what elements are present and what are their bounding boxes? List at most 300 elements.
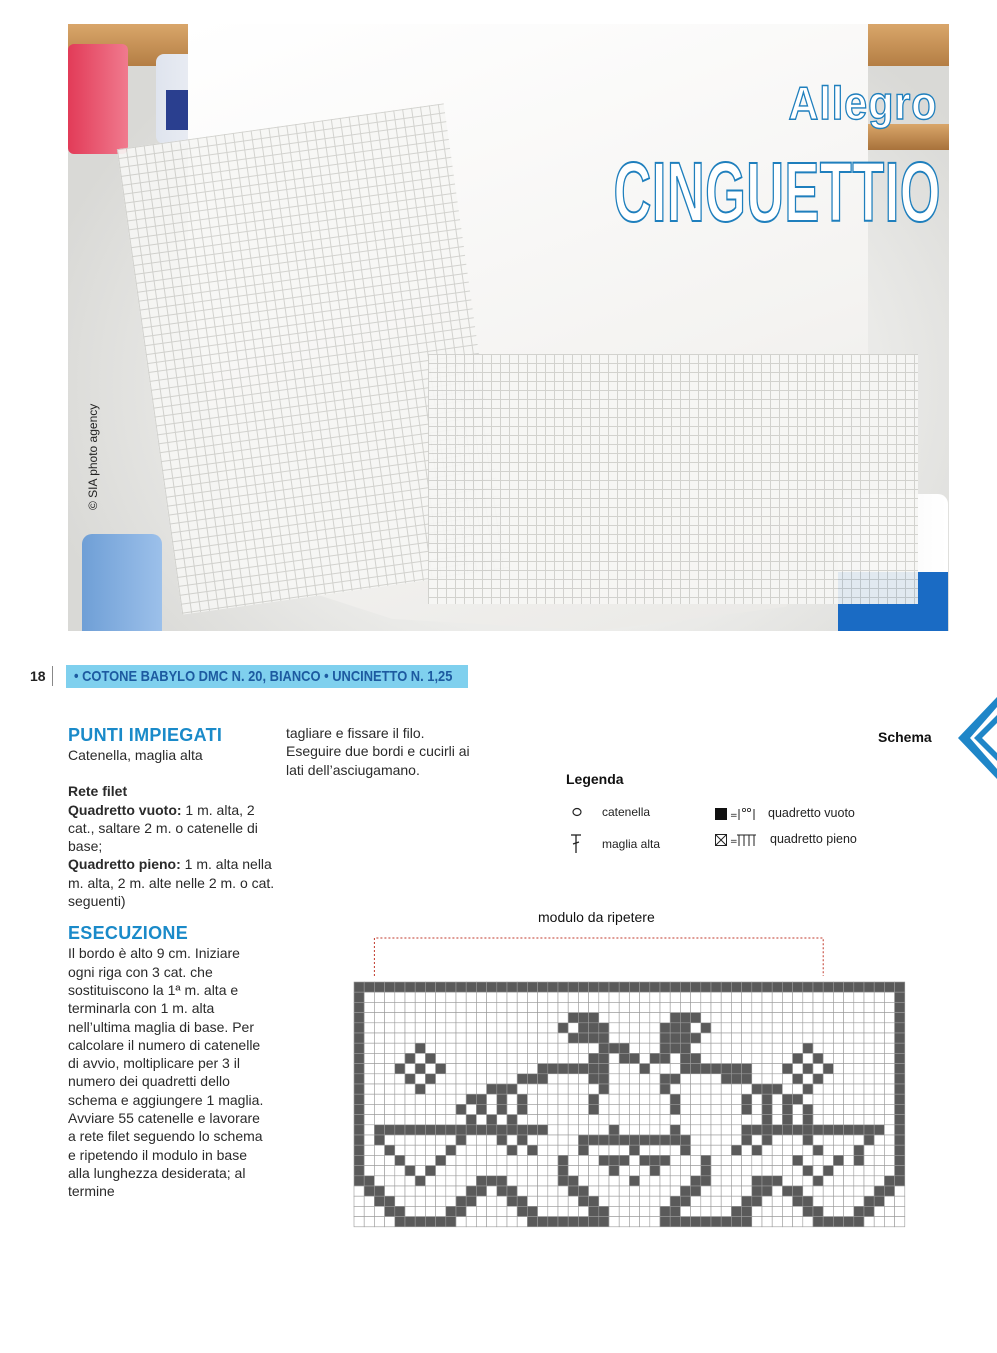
filled-cell [395,1155,405,1165]
empty-cell [833,1104,843,1114]
empty-cell [405,1115,415,1125]
filled-cell [538,1217,548,1227]
empty-cell [813,1115,823,1125]
empty-cell [854,1104,864,1114]
empty-cell [629,1033,639,1043]
filled-cell [691,1013,701,1023]
empty-cell [772,1043,782,1053]
empty-cell [823,1033,833,1043]
empty-cell [844,1013,854,1023]
empty-cell [578,1176,588,1186]
empty-cell [731,1125,741,1135]
empty-cell [884,1115,894,1125]
empty-cell [527,1064,537,1074]
empty-cell [701,1013,711,1023]
empty-cell [691,1206,701,1216]
empty-cell [436,1115,446,1125]
empty-cell [497,1155,507,1165]
filled-cell [803,1166,813,1176]
empty-cell [578,1074,588,1084]
empty-cell [854,1043,864,1053]
empty-cell [456,1094,466,1104]
empty-cell [507,1074,517,1084]
empty-cell [742,1186,752,1196]
empty-cell [609,1115,619,1125]
filled-cell [425,1074,435,1084]
empty-cell [721,1196,731,1206]
empty-cell [476,1217,486,1227]
empty-cell [762,1196,772,1206]
empty-cell [793,1104,803,1114]
empty-cell [476,1206,486,1216]
empty-cell [762,1043,772,1053]
filled-cell [589,1064,599,1074]
empty-cell [701,1043,711,1053]
empty-cell [874,1145,884,1155]
empty-cell [568,1043,578,1053]
empty-cell [762,1023,772,1033]
empty-cell [385,1217,395,1227]
filled-cell [650,1166,660,1176]
empty-cell [548,1084,558,1094]
empty-cell [548,1094,558,1104]
empty-cell [895,1186,905,1196]
filled-cell [731,1217,741,1227]
empty-cell [874,1135,884,1145]
filled-cell [701,1217,711,1227]
empty-cell [864,1043,874,1053]
filled-cell [609,1166,619,1176]
empty-cell [487,1074,497,1084]
empty-cell [548,1155,558,1165]
empty-cell [538,1166,548,1176]
empty-cell [558,1013,568,1023]
empty-cell [680,1084,690,1094]
page-number: 18 [30,668,46,684]
filled-cell [680,1196,690,1206]
empty-cell [527,992,537,1002]
empty-cell [782,1033,792,1043]
filled-cell [782,1094,792,1104]
empty-cell [895,1196,905,1206]
empty-cell [619,1094,629,1104]
filled-cell [538,1125,548,1135]
empty-cell [782,1043,792,1053]
filled-cell [752,1196,762,1206]
empty-cell [405,1013,415,1023]
empty-cell [568,1125,578,1135]
empty-cell [864,1002,874,1012]
empty-cell [446,1033,456,1043]
empty-cell [823,1013,833,1023]
filled-cell [446,982,456,992]
filled-cell [599,1064,609,1074]
filled-cell [578,1186,588,1196]
empty-cell [487,1186,497,1196]
empty-cell [466,1104,476,1114]
empty-cell [446,1186,456,1196]
empty-cell [721,1125,731,1135]
empty-cell [762,1074,772,1084]
empty-cell [884,1145,894,1155]
filled-cell [599,1155,609,1165]
empty-cell [589,1176,599,1186]
empty-cell [558,1002,568,1012]
empty-cell [640,1125,650,1135]
empty-cell [548,1125,558,1135]
filled-cell [599,982,609,992]
empty-cell [650,1074,660,1084]
empty-cell [568,1094,578,1104]
empty-cell [517,1084,527,1094]
filled-cell [660,1217,670,1227]
filled-cell [742,1217,752,1227]
empty-cell [874,1033,884,1043]
empty-cell [425,1206,435,1216]
empty-cell [487,1217,497,1227]
empty-cell [568,1166,578,1176]
empty-cell [782,1013,792,1023]
empty-cell [364,1155,374,1165]
empty-cell [446,1166,456,1176]
empty-cell [803,1176,813,1186]
empty-cell [660,1002,670,1012]
empty-cell [599,1166,609,1176]
empty-cell [538,1196,548,1206]
empty-cell [487,1104,497,1114]
empty-cell [364,1043,374,1053]
empty-cell [507,1206,517,1216]
empty-cell [721,1084,731,1094]
filled-cell [670,1074,680,1084]
filled-cell [742,1104,752,1114]
empty-cell [609,1104,619,1114]
empty-cell [833,1115,843,1125]
empty-cell [538,992,548,1002]
empty-cell [527,1186,537,1196]
empty-cell [823,1186,833,1196]
empty-cell [793,1064,803,1074]
filled-cell [548,1064,558,1074]
empty-cell [609,1186,619,1196]
filled-cell [629,982,639,992]
filled-cell [497,1125,507,1135]
empty-cell [884,1074,894,1084]
empty-cell [772,1145,782,1155]
empty-cell [538,1206,548,1216]
empty-cell [466,1002,476,1012]
empty-cell [609,1176,619,1186]
filled-cell [731,1074,741,1084]
empty-cell [446,1013,456,1023]
filled-cell [752,1145,762,1155]
filled-cell [446,1217,456,1227]
empty-cell [558,1186,568,1196]
empty-cell [691,1023,701,1033]
empty-cell [487,1064,497,1074]
empty-cell [507,1013,517,1023]
filled-cell [762,1115,772,1125]
empty-cell [374,1064,384,1074]
empty-cell [874,1115,884,1125]
empty-cell [507,1023,517,1033]
empty-cell [782,1023,792,1033]
empty-cell [517,1115,527,1125]
empty-cell [650,1023,660,1033]
filled-cell [527,1217,537,1227]
empty-cell [691,1115,701,1125]
empty-cell [793,1145,803,1155]
empty-cell [619,1166,629,1176]
filled-cell [711,1217,721,1227]
empty-cell [436,1135,446,1145]
filled-cell [497,1084,507,1094]
empty-cell [415,1135,425,1145]
filled-cell [568,982,578,992]
empty-cell [803,1155,813,1165]
filled-cell [589,1094,599,1104]
empty-cell [803,1002,813,1012]
filled-cell [813,1145,823,1155]
empty-cell [354,1186,364,1196]
filled-cell [813,982,823,992]
filled-cell [405,1074,415,1084]
empty-cell [772,1217,782,1227]
empty-cell [558,1115,568,1125]
empty-cell [374,1002,384,1012]
empty-cell [507,992,517,1002]
filled-cell [833,1125,843,1135]
empty-cell [721,1033,731,1043]
empty-cell [640,1094,650,1104]
empty-cell [670,1186,680,1196]
empty-cell [772,1166,782,1176]
empty-cell [731,1115,741,1125]
filled-cell [364,1176,374,1186]
empty-cell [691,1002,701,1012]
empty-cell [762,1033,772,1043]
empty-cell [854,1135,864,1145]
empty-cell [670,1145,680,1155]
empty-cell [395,1074,405,1084]
empty-cell [874,992,884,1002]
filled-cell [517,1206,527,1216]
empty-cell [456,1217,466,1227]
filled-cell [895,992,905,1002]
empty-cell [599,1125,609,1135]
empty-cell [568,1206,578,1216]
empty-cell [589,992,599,1002]
empty-cell [466,1135,476,1145]
empty-cell [456,1064,466,1074]
empty-cell [793,1176,803,1186]
filled-cell [854,1155,864,1165]
empty-cell [772,992,782,1002]
empty-cell [874,1074,884,1084]
empty-cell [854,1166,864,1176]
empty-cell [874,1155,884,1165]
filled-cell [895,1135,905,1145]
empty-cell [446,1084,456,1094]
empty-cell [844,1145,854,1155]
empty-cell [385,1155,395,1165]
empty-cell [456,1145,466,1155]
filled-cell [578,1064,588,1074]
empty-cell [456,1155,466,1165]
empty-cell [752,1064,762,1074]
empty-cell [527,1002,537,1012]
empty-cell [844,1043,854,1053]
empty-cell [538,1043,548,1053]
empty-cell [538,1115,548,1125]
empty-cell [823,1084,833,1094]
filled-cell [742,1196,752,1206]
empty-cell [793,992,803,1002]
empty-cell [374,1206,384,1216]
filled-cell [854,1145,864,1155]
filled-cell [589,1074,599,1084]
empty-cell [640,1053,650,1063]
empty-cell [609,1084,619,1094]
empty-cell [691,1166,701,1176]
empty-cell [813,1002,823,1012]
empty-cell [742,1145,752,1155]
filled-cell [742,1135,752,1145]
empty-cell [833,1064,843,1074]
empty-cell [425,1155,435,1165]
empty-cell [425,1033,435,1043]
empty-cell [517,992,527,1002]
filled-cell [527,982,537,992]
empty-cell [599,1196,609,1206]
empty-cell [548,1196,558,1206]
filled-cell [874,982,884,992]
filled-cell [476,982,486,992]
filled-cell [895,1074,905,1084]
empty-cell [456,1023,466,1033]
empty-cell [415,992,425,1002]
filled-cell [854,1217,864,1227]
filled-cell [895,1013,905,1023]
empty-cell [864,1217,874,1227]
empty-cell [425,1176,435,1186]
empty-cell [578,992,588,1002]
empty-cell [354,1217,364,1227]
empty-cell [507,1033,517,1043]
filled-cell [670,1217,680,1227]
empty-cell [497,1206,507,1216]
empty-cell [691,1084,701,1094]
empty-cell [364,1206,374,1216]
empty-cell [782,1074,792,1084]
filled-cell [599,1043,609,1053]
empty-cell [650,1013,660,1023]
empty-cell [405,1084,415,1094]
empty-cell [701,1135,711,1145]
filled-cell [884,1186,894,1196]
empty-cell [364,1135,374,1145]
filled-cell [456,1104,466,1114]
schema-label: Schema [878,729,932,745]
filled-cell [884,982,894,992]
empty-cell [660,1104,670,1114]
empty-cell [364,1053,374,1063]
empty-cell [609,1196,619,1206]
empty-cell [446,992,456,1002]
instructions-column-2 [286,724,476,779]
empty-cell [436,992,446,1002]
empty-cell [436,1084,446,1094]
empty-cell [884,1064,894,1074]
empty-cell [436,1013,446,1023]
filled-cell [874,1125,884,1135]
filled-cell [589,1023,599,1033]
filled-cell [354,982,364,992]
empty-cell [680,1094,690,1104]
empty-cell [405,1155,415,1165]
empty-cell [395,1023,405,1033]
empty-cell [670,1176,680,1186]
empty-cell [823,1155,833,1165]
empty-cell [650,1115,660,1125]
filled-cell [589,1104,599,1114]
empty-cell [752,1023,762,1033]
empty-cell [640,1217,650,1227]
empty-cell [742,1084,752,1094]
filled-cell [864,982,874,992]
empty-cell [833,1053,843,1063]
empty-cell [548,1002,558,1012]
empty-cell [374,1043,384,1053]
empty-cell [548,1053,558,1063]
filled-cell [731,1206,741,1216]
empty-cell [864,1115,874,1125]
empty-cell [405,1206,415,1216]
filled-cell [660,1155,670,1165]
empty-cell [538,1176,548,1186]
filled-cell [517,1135,527,1145]
empty-cell [854,1023,864,1033]
empty-cell [599,1002,609,1012]
empty-cell [782,1084,792,1094]
empty-cell [609,1053,619,1063]
filled-cell [762,1176,772,1186]
empty-cell [405,1002,415,1012]
empty-cell [405,1196,415,1206]
filled-cell [874,1196,884,1206]
empty-cell [844,1033,854,1043]
empty-cell [548,1043,558,1053]
empty-cell [874,1002,884,1012]
empty-cell [527,1115,537,1125]
filled-cell [813,1053,823,1063]
empty-cell [721,1115,731,1125]
empty-cell [721,992,731,1002]
filled-cell [731,1145,741,1155]
filled-cell [782,1104,792,1114]
filled-cell [742,1206,752,1216]
empty-cell [813,1033,823,1043]
filled-cell [895,1145,905,1155]
empty-cell [527,1166,537,1176]
empty-cell [456,1033,466,1043]
filled-cell [385,1196,395,1206]
empty-cell [844,1176,854,1186]
empty-cell [629,1043,639,1053]
empty-cell [864,1084,874,1094]
empty-cell [854,1033,864,1043]
empty-cell [833,1084,843,1094]
